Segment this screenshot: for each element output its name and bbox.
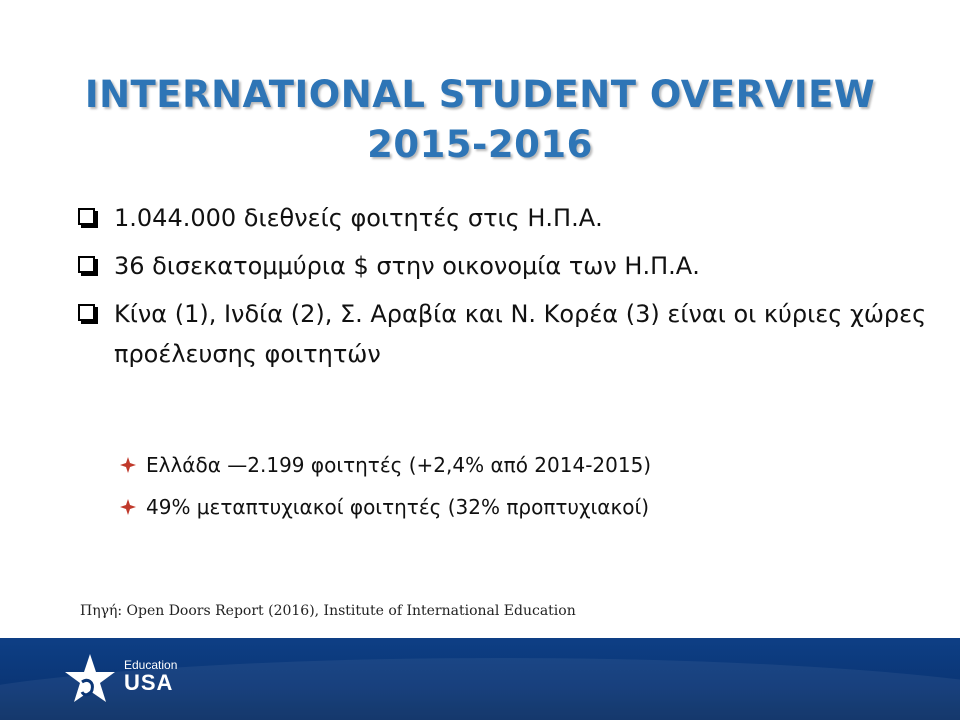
bullet-text: 1.044.000 διεθνείς φοιτητές στις Η.Π.Α. (114, 204, 603, 232)
bullet-list (78, 198, 938, 382)
education-usa-logo (62, 652, 212, 708)
sub-bullet-list (120, 450, 940, 534)
bullet-item (78, 246, 938, 286)
checkbox-bullet-icon (78, 256, 95, 273)
logo-usa-text: USA (124, 670, 174, 695)
slide-title (0, 70, 960, 170)
diamond-bullet-icon (120, 457, 136, 473)
diamond-bullet-icon (120, 499, 136, 515)
sub-bullet-text: 49% μεταπτυχιακοί φοιτητές (32% προπτυχιακοί) (146, 495, 650, 519)
title-line-1: INTERNATIONAL STUDENT OVERVIEW (84, 73, 876, 116)
sub-bullet-item (120, 450, 940, 480)
bullet-text: Κίνα (1), Ινδία (2), Σ. Αραβία και Ν. Κορέα (3) είναι οι κύριες χώρες προέλευσης φοιτητών (114, 300, 927, 368)
logo-education-text: Education (124, 658, 178, 672)
source-citation: Πηγή: Open Doors Report (2016), Institute of International Education (80, 603, 576, 619)
sub-bullet-item (120, 492, 940, 522)
footer-banner (0, 638, 960, 720)
title-line-2: 2015-2016 (367, 123, 593, 166)
star-icon (62, 652, 118, 708)
bullet-item (78, 294, 938, 374)
checkbox-bullet-icon (78, 208, 95, 225)
sub-bullet-text: Ελλάδα —2.199 φοιτητές (+2,4% από 2014-2015) (146, 453, 652, 477)
bullet-text: 36 δισεκατομμύρια $ στην οικονομία των Η.Π.Α. (114, 252, 700, 280)
checkbox-bullet-icon (78, 304, 95, 321)
bullet-item (78, 198, 938, 238)
